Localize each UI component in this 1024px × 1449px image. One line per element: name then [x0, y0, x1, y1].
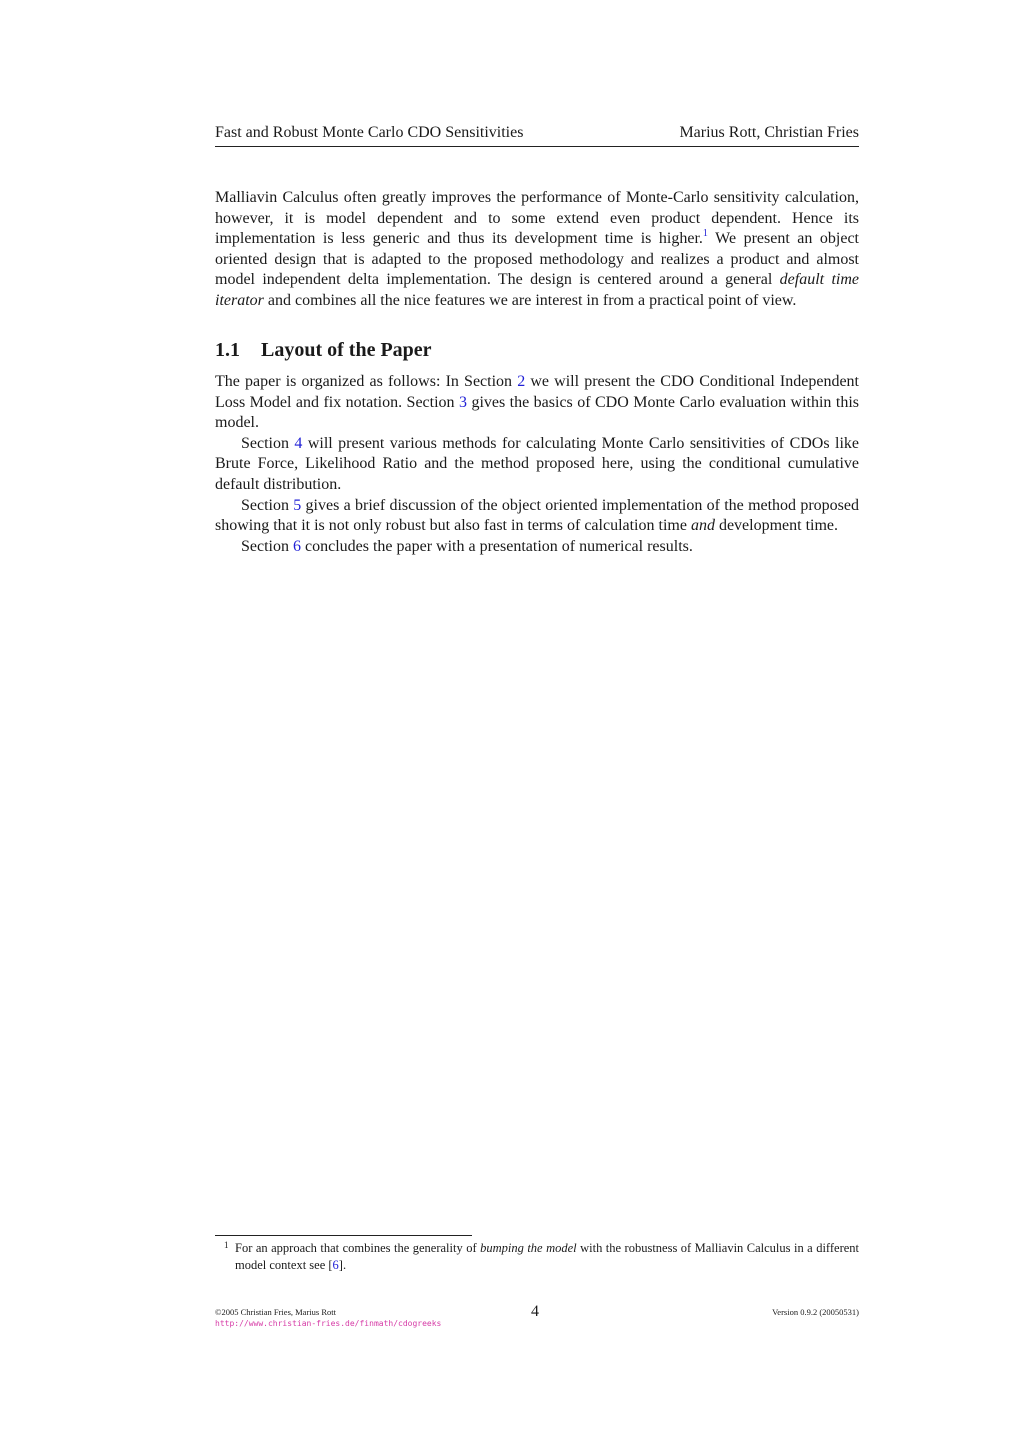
version-label: Version 0.9.2 (20050531)	[772, 1307, 859, 1317]
text-run: For an approach that combines the generality of	[235, 1241, 481, 1255]
text-run: development time.	[714, 517, 839, 535]
footnote	[215, 1240, 859, 1274]
section-4-link[interactable]: 4	[294, 434, 303, 452]
intro-emphasis: default time iterator	[215, 271, 859, 309]
paper-page	[215, 0, 859, 1449]
text-run: concludes the paper with a presentation of numerical results.	[301, 537, 693, 555]
intro-text-2: We present an object oriented design that is adapted to the proposed methodology and realizes a product and almost model independent delta implementation. The design is centered around a general	[215, 230, 859, 289]
running-header	[215, 122, 859, 147]
running-title: Fast and Robust Monte Carlo CDO Sensitivities	[215, 124, 524, 141]
citation-6-link[interactable]: 6	[332, 1258, 339, 1272]
footnote-emphasis: bumping the model	[480, 1241, 577, 1255]
layout-paragraph-2	[215, 434, 859, 496]
text-run: gives the basics of CDO Monte Carlo evaluation within this model.	[215, 393, 859, 432]
text-run: Section	[241, 496, 294, 514]
text-run: The paper is organized as follows: In Section	[215, 373, 518, 390]
running-authors: Marius Rott, Christian Fries	[679, 124, 859, 141]
text-run: ].	[338, 1258, 347, 1272]
layout-section-body	[215, 372, 859, 557]
text-run: with the robustness of Malliavin Calculus in a different model context see [	[235, 1241, 860, 1272]
page-footer	[215, 1302, 859, 1332]
footnote-rule	[215, 1235, 472, 1236]
section-3-link[interactable]: 3	[459, 393, 467, 411]
intro-paragraph	[215, 188, 859, 312]
section-number: 1.1	[215, 339, 240, 361]
text-run: Section	[241, 537, 293, 555]
section-2-link[interactable]: 2	[517, 373, 526, 390]
footnote-mark-link[interactable]: 1	[702, 228, 708, 240]
layout-paragraph-4	[215, 537, 859, 558]
section-6-link[interactable]: 6	[293, 537, 301, 555]
footnote-text	[235, 1240, 859, 1274]
intro-text-3: and combines all the nice features we are interest in from a practical point of view.	[263, 291, 797, 309]
section-title: Layout of the Paper	[261, 339, 432, 361]
text-run: will present various methods for calculating Monte Carlo sensitivities of CDOs like Brute Force, Likelihood Ratio and the method proposed here, using the conditional cumulative default distribution.	[215, 434, 859, 493]
footnote-number: 1	[224, 1240, 229, 1250]
and-emphasis: and	[690, 517, 715, 535]
section-heading	[215, 338, 432, 362]
text-run: Section	[241, 434, 295, 452]
intro-text-1: Malliavin Calculus often greatly improves the performance of Monte-Carlo sensitivity calculation, however, it is model dependent and to some extend even product dependent. Hence its implementation is less generic and thus its development time is higher.	[215, 189, 859, 248]
page-number: 4	[531, 1303, 539, 1320]
paper-url-link[interactable]: http://www.christian-fries.de/finmath/cdogreeks	[215, 1319, 442, 1328]
copyright-notice: ©2005 Christian Fries, Marius Rott	[215, 1307, 336, 1317]
layout-paragraph-3	[215, 496, 859, 537]
text-run: we will present the CDO Conditional Independent Loss Model and fix notation. Section	[215, 373, 859, 411]
section-5-link[interactable]: 5	[293, 496, 302, 514]
text-run: gives a brief discussion of the object oriented implementation of the method proposed showing that it is not only robust but also fast in terms of calculation time	[215, 496, 859, 535]
layout-paragraph-1	[215, 372, 859, 434]
